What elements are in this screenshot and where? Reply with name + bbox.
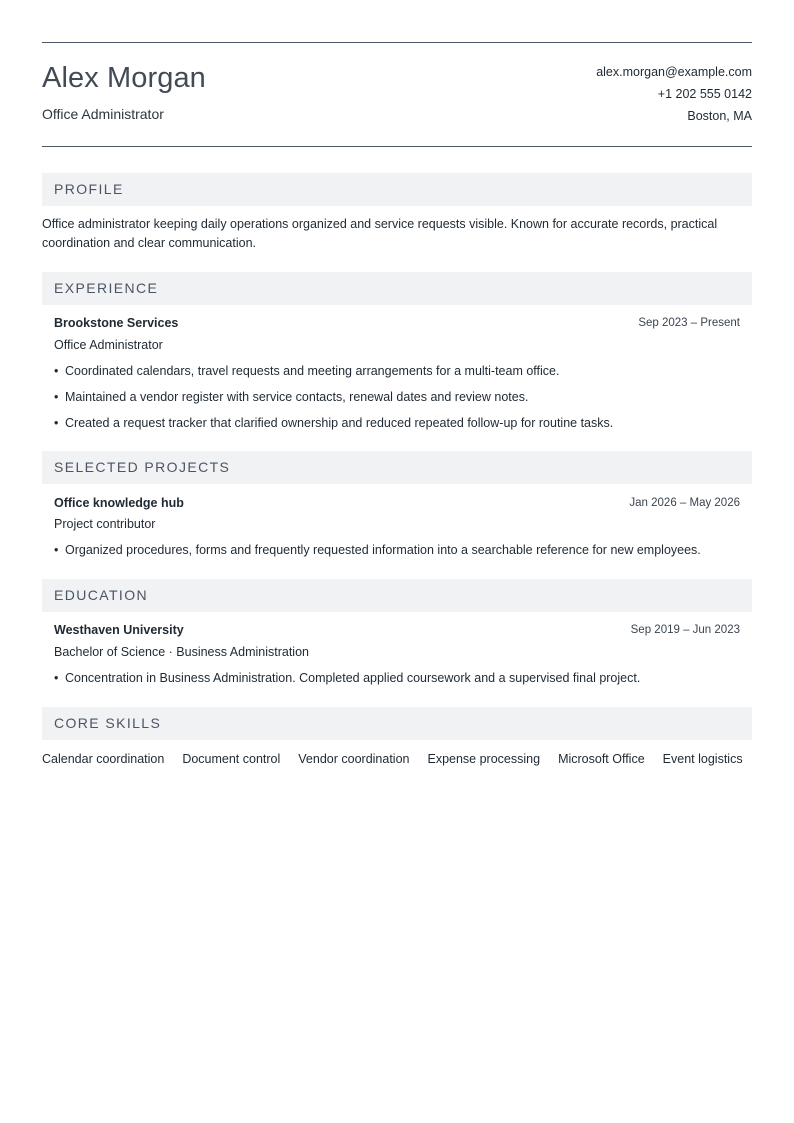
candidate-role: Office Administrator [42,106,164,122]
skill-item: Calendar coordination [42,752,165,766]
bullet-glyph: • [54,671,59,685]
bullet-glyph: • [54,364,59,378]
bullet-text: Organized procedures, forms and frequently requested information into a searchable reference for new employees. [65,543,701,557]
bullet-glyph: • [54,390,59,404]
project-role: Project contributor [54,517,156,531]
bullet-glyph: • [54,543,59,557]
section-heading-experience: EXPERIENCE [42,272,752,305]
bullet-text: Concentration in Business Administration. Completed applied coursework and a supervised final project. [65,671,641,685]
project-dates: Jan 2026 – May 2026 [629,497,740,509]
header-divider [42,146,752,147]
skills-list [42,752,743,766]
profile-summary: Office administrator keeping daily operations organized and service requests visible. Known for accurate records, practical coordination and clear communication. [42,217,718,250]
bullet-text: Coordinated calendars, travel requests and meeting arrangements for a multi-team office. [65,364,560,378]
skill-item: Event logistics [662,752,743,766]
experience-bullet [54,364,559,378]
section-heading-education: EDUCATION [42,579,752,612]
section-heading-projects: SELECTED PROJECTS [42,451,752,484]
project-bullet [54,543,701,557]
project-name: Office knowledge hub [54,496,184,510]
experience-bullet [54,416,613,430]
candidate-name: Alex Morgan [42,62,206,94]
contact-block [596,64,752,130]
experience-bullet [54,390,528,404]
bullet-glyph: • [54,416,59,430]
education-dates: Sep 2019 – Jun 2023 [630,624,740,636]
experience-dates: Sep 2023 – Present [638,317,740,329]
section-heading-skills: CORE SKILLS [42,707,752,740]
bullet-text: Maintained a vendor register with service contacts, renewal dates and review notes. [65,390,529,404]
experience-org: Brookstone Services [54,316,179,330]
section-heading-profile: PROFILE [42,173,752,206]
experience-title: Office Administrator [54,338,163,352]
contact-email[interactable]: alex.morgan@example.com [596,65,752,79]
education-degree: Bachelor of Science · Business Administration [54,645,309,659]
education-school: Westhaven University [54,623,184,637]
skill-item: Vendor coordination [298,752,410,766]
contact-phone[interactable]: +1 202 555 0142 [657,87,752,101]
top-divider [42,42,752,43]
contact-location: Boston, MA [687,109,752,123]
education-bullet [54,671,640,685]
skill-item: Document control [182,752,281,766]
skill-item: Microsoft Office [558,752,645,766]
skill-item: Expense processing [427,752,541,766]
resume-page [42,0,752,1123]
bullet-text: Created a request tracker that clarified ownership and reduced repeated follow-up for routine tasks. [65,416,614,430]
